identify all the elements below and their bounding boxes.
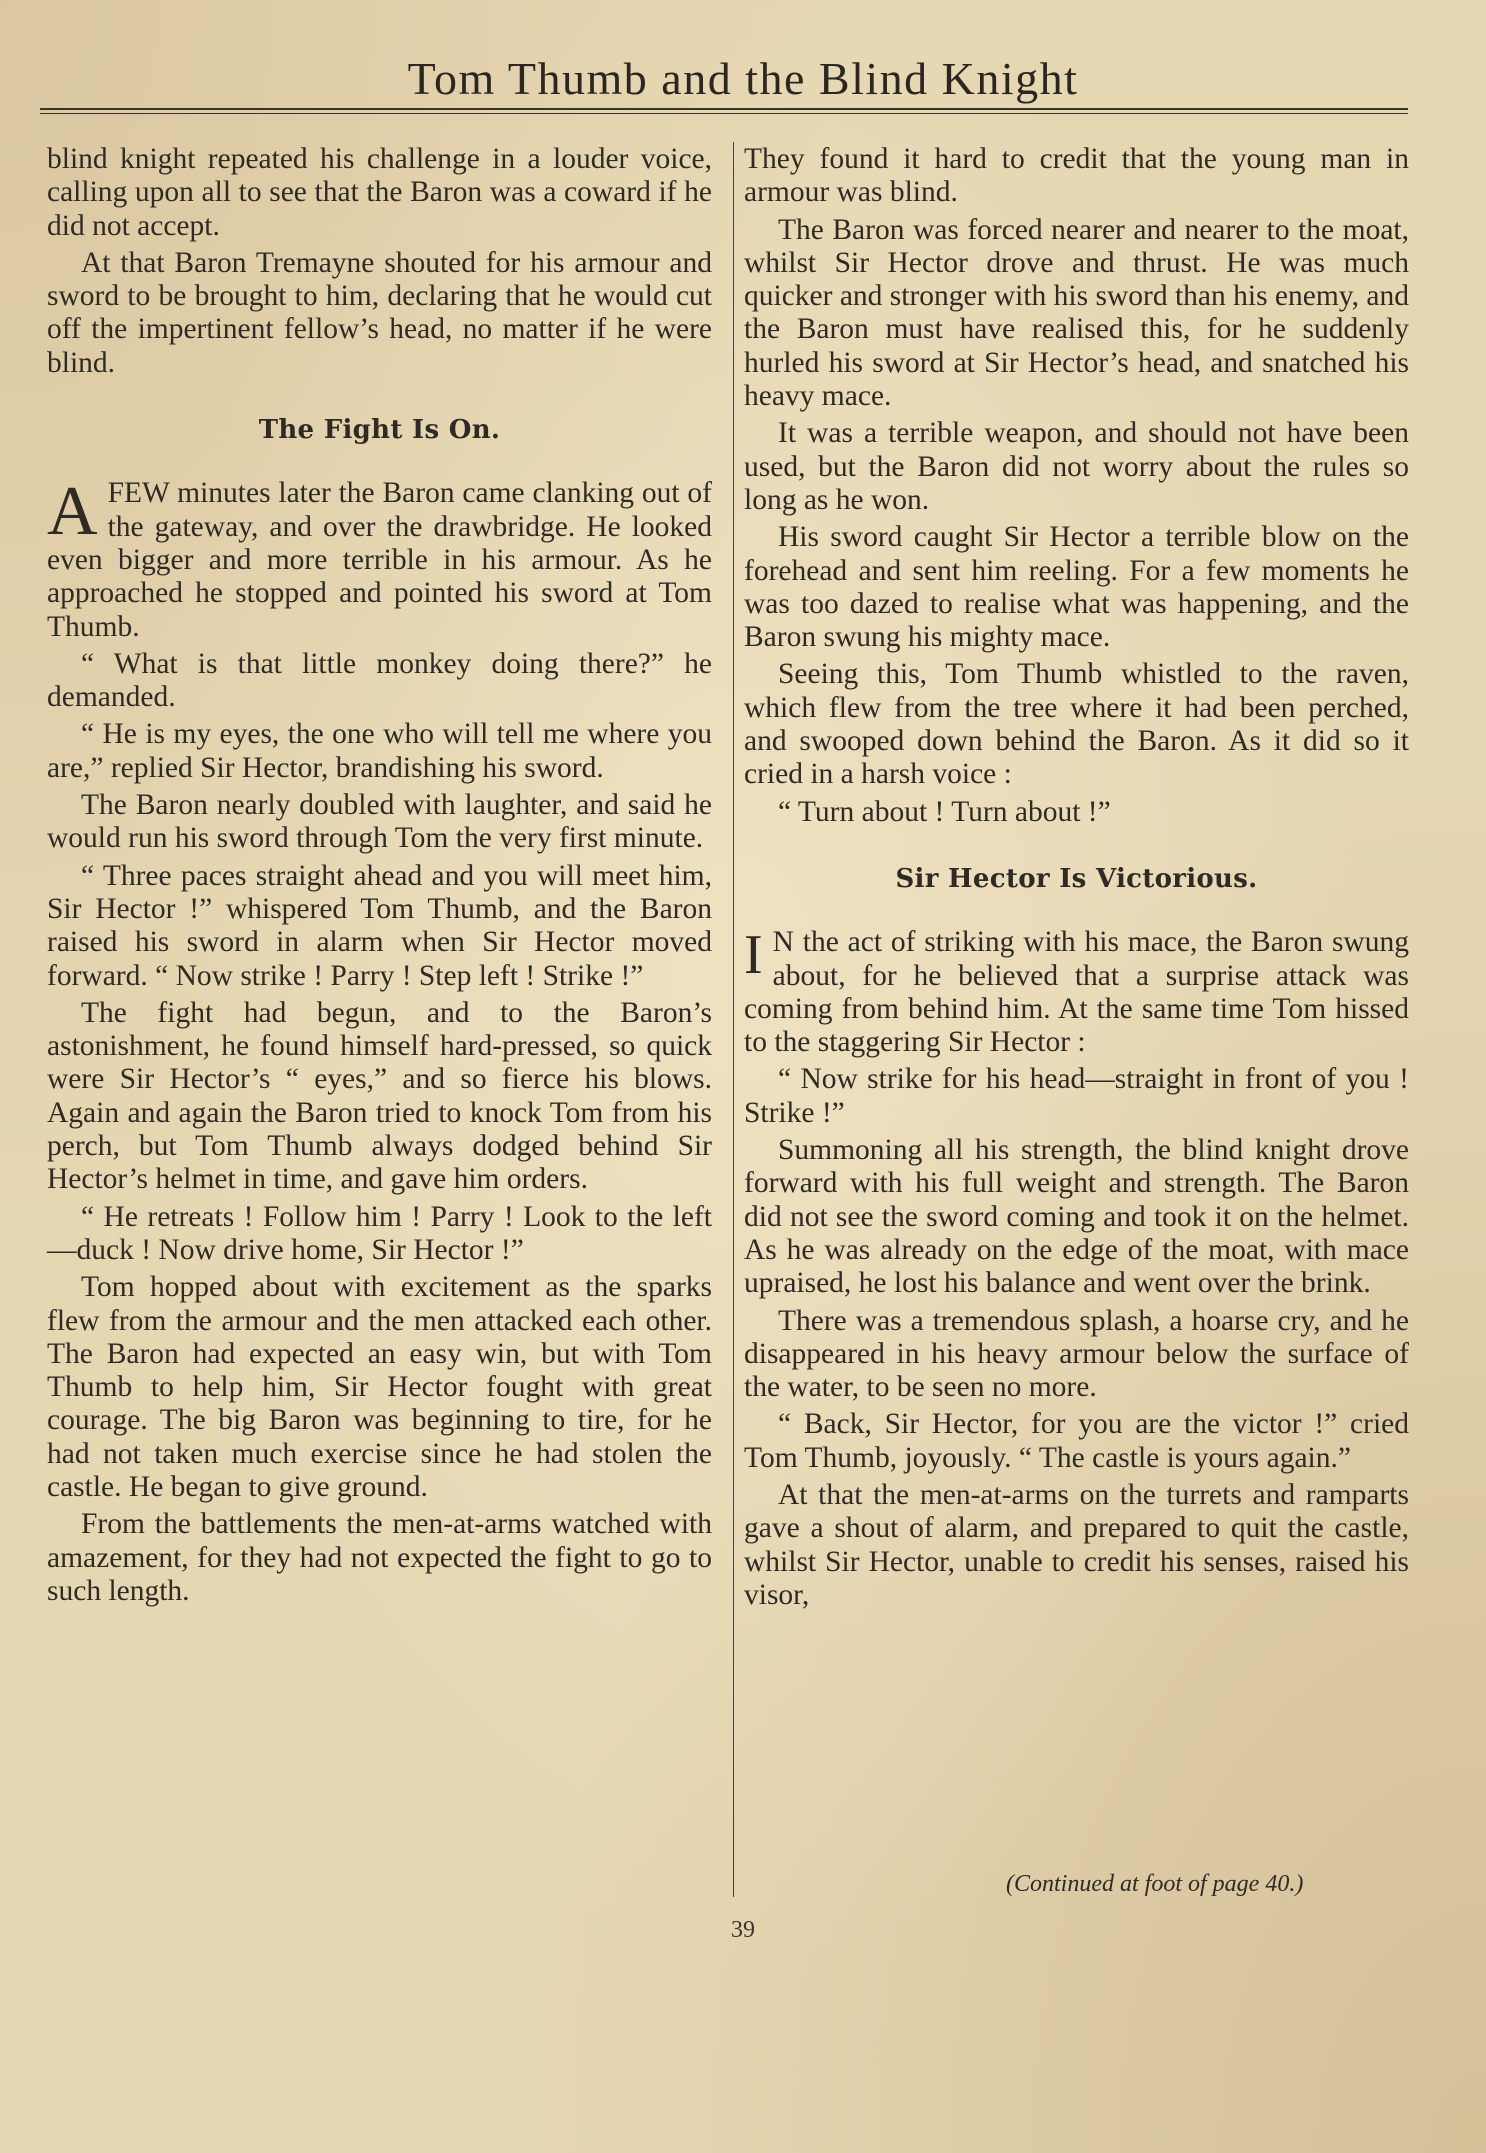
column-divider (733, 142, 734, 1897)
paragraph: At that the men-at-arms on the turrets and ramparts gave a shout of alarm, and prepared to quit the castle, whilst Sir Hector, unable to credit his senses, raised his visor, (744, 1478, 1409, 1611)
drop-cap: I (744, 924, 763, 987)
paragraph: The Baron was forced nearer and nearer to the moat, whilst Sir Hector drove and thrust. He was much quicker and stronger with his sword than his enemy, and the Baron must have realised this, for he suddenly hurled his sword at Sir Hector’s head, and snatched his heavy mace. (744, 213, 1409, 413)
paragraph: “ Three paces straight ahead and you will meet him, Sir Hector !” whispered Tom Thumb, and the Baron raised his sword in alarm when Sir Hector moved forward. “ Now strike ! Parry ! Step left ! Strike !” (47, 859, 712, 992)
drop-cap: A (47, 473, 98, 551)
paragraph: “ He retreats ! Follow him ! Parry ! Look to the left—duck ! Now drive home, Sir Hector !” (47, 1200, 712, 1266)
paragraph: “ What is that little monkey doing there?” he demanded. (47, 647, 712, 714)
paragraph: It was a terrible weapon, and should not have been used, but the Baron did not worry about the rules so long as he won. (744, 417, 1409, 516)
right-column (744, 143, 1409, 1616)
paragraph: At that Baron Tremayne shouted for his armour and sword to be brought to him, declaring that he would cut off the impertinent fellow’s head, no matter if he were blind. (47, 246, 712, 379)
paragraph: They found it hard to credit that the young man in armour was blind. (744, 143, 1409, 209)
section-heading-victorious: Sir Hector Is Victorious. (895, 863, 1258, 894)
paragraph: “ Turn about ! Turn about !” (778, 795, 1111, 828)
title-rule (40, 108, 1408, 114)
left-column (47, 143, 712, 1612)
paragraph: blind knight repeated his challenge in a louder voice, calling upon all to see that the Baron was a coward if he did not accept. (47, 143, 712, 242)
paragraph: His sword caught Sir Hector a terrible blow on the forehead and sent him reeling. For a few moments he was too dazed to realise what was happening, and the Baron swung his mighty mace. (744, 521, 1409, 654)
page-number: 39 (731, 1917, 755, 1943)
paragraph: The fight had begun, and to the Baron’s astonishment, he found himself hard-pressed, so quick were Sir Hector’s “ eyes,” and so fierce his blows. Again and again the Baron tried to knock Tom from his perch, but Tom Thumb always dodged behind Sir Hector’s helmet in time, and gave him orders. (47, 996, 712, 1196)
page-title: Tom Thumb and the Blind Knight (407, 53, 1079, 104)
section-heading-fight: The Fight Is On. (258, 415, 501, 446)
paragraph: Summoning all his strength, the blind knight drove forward with his full weight and strength. The Baron did not see the sword coming and took it on the helmet. As he was already on the edge of the moat, with mace upraised, he lost his balance and went over the brink. (744, 1134, 1409, 1300)
continued-note: (Continued at foot of page 40.) (1006, 1871, 1304, 1897)
paragraph-text: FEW minutes later the Baron came clanking out of the gateway, and over the drawbridge. He looked even bigger and more terrible in his armour. As he approached he stopped and pointed his sword at Tom Thumb. (47, 477, 712, 643)
paragraph-dropcap (47, 473, 712, 643)
paragraph: There was a tremendous splash, a hoarse cry, and he disappeared in his heavy armour below the surface of the water, to be seen no more. (744, 1304, 1409, 1404)
paragraph: The Baron nearly doubled with laughter, and said he would run his sword through Tom the very first minute. (47, 789, 712, 855)
paragraph: “ He is my eyes, the one who will tell me where you are,” replied Sir Hector, brandishing his sword. (47, 718, 712, 784)
paragraph: Seeing this, Tom Thumb whistled to the raven, which flew from the tree where it had been perched, and swooped down behind the Baron. As it did so it cried in a harsh voice : (744, 658, 1409, 791)
paragraph-dropcap (744, 926, 1409, 1059)
paragraph-text: N the act of striking with his mace, the Baron swung about, for he believed that a surprise attack was coming from behind him. At the same time Tom hissed to the staggering Sir Hector : (744, 926, 1409, 1059)
paragraph: Tom hopped about with excitement as the sparks flew from the armour and the men attacked each other. The Baron had expected an easy win, but with Tom Thumb to help him, Sir Hector fought with great courage. The big Baron was beginning to tire, for he had not taken much exercise since he had stolen the castle. He began to give ground. (47, 1271, 712, 1503)
paragraph: “ Back, Sir Hector, for you are the victor !” cried Tom Thumb, joyously. “ The castle is yours again.” (744, 1408, 1409, 1474)
paragraph: “ Now strike for his head—straight in front of you ! Strike !” (744, 1063, 1409, 1129)
paragraph: From the battlements the men-at-arms watched with amazement, for they had not expected the fight to go to such length. (47, 1508, 712, 1607)
